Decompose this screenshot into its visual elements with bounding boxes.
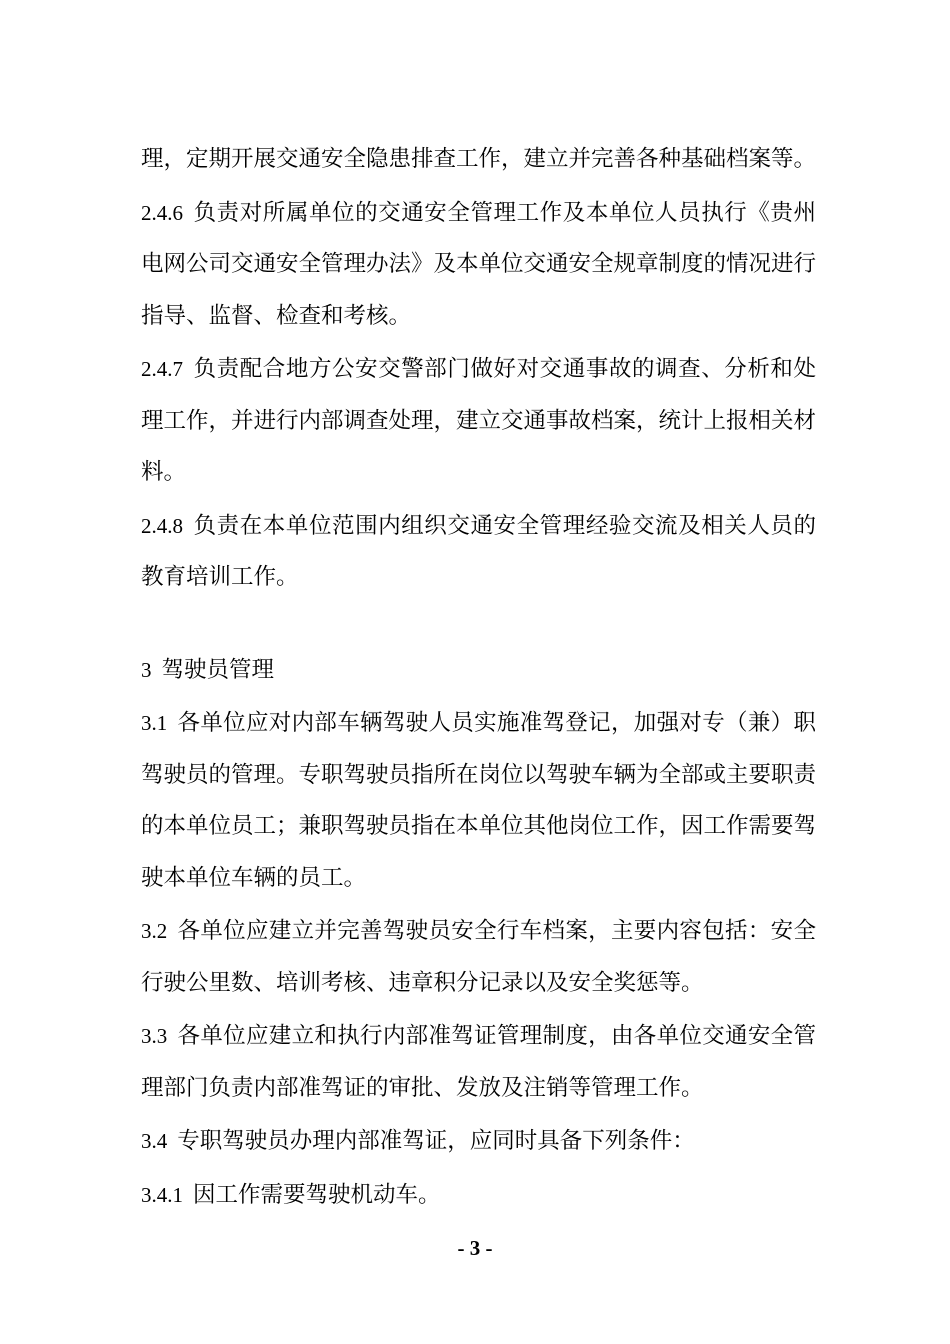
- paragraph-3-2: [141, 906, 816, 1009]
- paragraph-text: 各单位应对内部车辆驾驶人员实施准驾登记，加强对专（兼）职驾驶员的管理。专职驾驶员指所在岗位以驾驶车辆为全部或主要职责的本单位员工；兼职驾驶员指在本单位其他岗位工作，因工作需要驾驶本单位车辆的员工。: [141, 710, 817, 891]
- section-title: 驾驶员管理: [161, 656, 275, 683]
- paragraph-2-4-7: [141, 344, 816, 499]
- paragraph-3-3: [141, 1011, 816, 1114]
- paragraph-2-4-6: [141, 188, 816, 343]
- paragraph-text: 因工作需要驾驶机动车。: [193, 1181, 441, 1208]
- paragraph-text: 专职驾驶员办理内部准驾证，应同时具备下列条件：: [177, 1128, 695, 1154]
- clause-number: 2.4.6: [141, 200, 183, 225]
- clause-number: 3.2: [141, 919, 168, 943]
- clause-number: 3.4: [141, 1129, 168, 1153]
- paragraph-continuation: [141, 134, 816, 186]
- paragraph-text: 负责在本单位范围内组织交通安全管理经验交流及相关人员的教育培训工作。: [141, 512, 816, 590]
- clause-number: 2.4.7: [141, 357, 183, 381]
- clause-number: 3.3: [141, 1024, 168, 1048]
- paragraph-3-4-1: [141, 1170, 816, 1222]
- section-heading: [141, 645, 816, 697]
- paragraph-3-4: [141, 1116, 816, 1168]
- clause-number: 2.4.8: [141, 513, 183, 538]
- paragraph-3-1: [141, 698, 816, 904]
- clause-number: 3.4.1: [141, 1182, 183, 1207]
- section-number: 3: [141, 657, 152, 682]
- paragraph-text: 理，定期开展交通安全隐患排查工作，建立并完善各种基础档案等。: [141, 146, 817, 172]
- clause-number: 3.1: [141, 711, 168, 735]
- body-text: [141, 134, 816, 1221]
- paragraph-text: 各单位应建立和执行内部准驾证管理制度，由各单位交通安全管理部门负责内部准驾证的审批、发放及注销等管理工作。: [141, 1023, 816, 1101]
- paragraph-text: 负责对所属单位的交通安全管理工作及本单位人员执行《贵州电网公司交通安全管理办法》及本单位交通安全规章制度的情况进行指导、监督、检查和考核。: [141, 199, 817, 329]
- page-number: - 3 -: [457, 1236, 493, 1260]
- paragraph-2-4-8: [141, 501, 816, 604]
- paragraph-text: 负责配合地方公安交警部门做好对交通事故的调查、分析和处理工作，并进行内部调查处理，建立交通事故档案，统计上报相关材料。: [141, 356, 817, 485]
- paragraph-text: 各单位应建立并完善驾驶员安全行车档案，主要内容包括：安全行驶公里数、培训考核、违章积分记录以及安全奖惩等。: [141, 918, 816, 996]
